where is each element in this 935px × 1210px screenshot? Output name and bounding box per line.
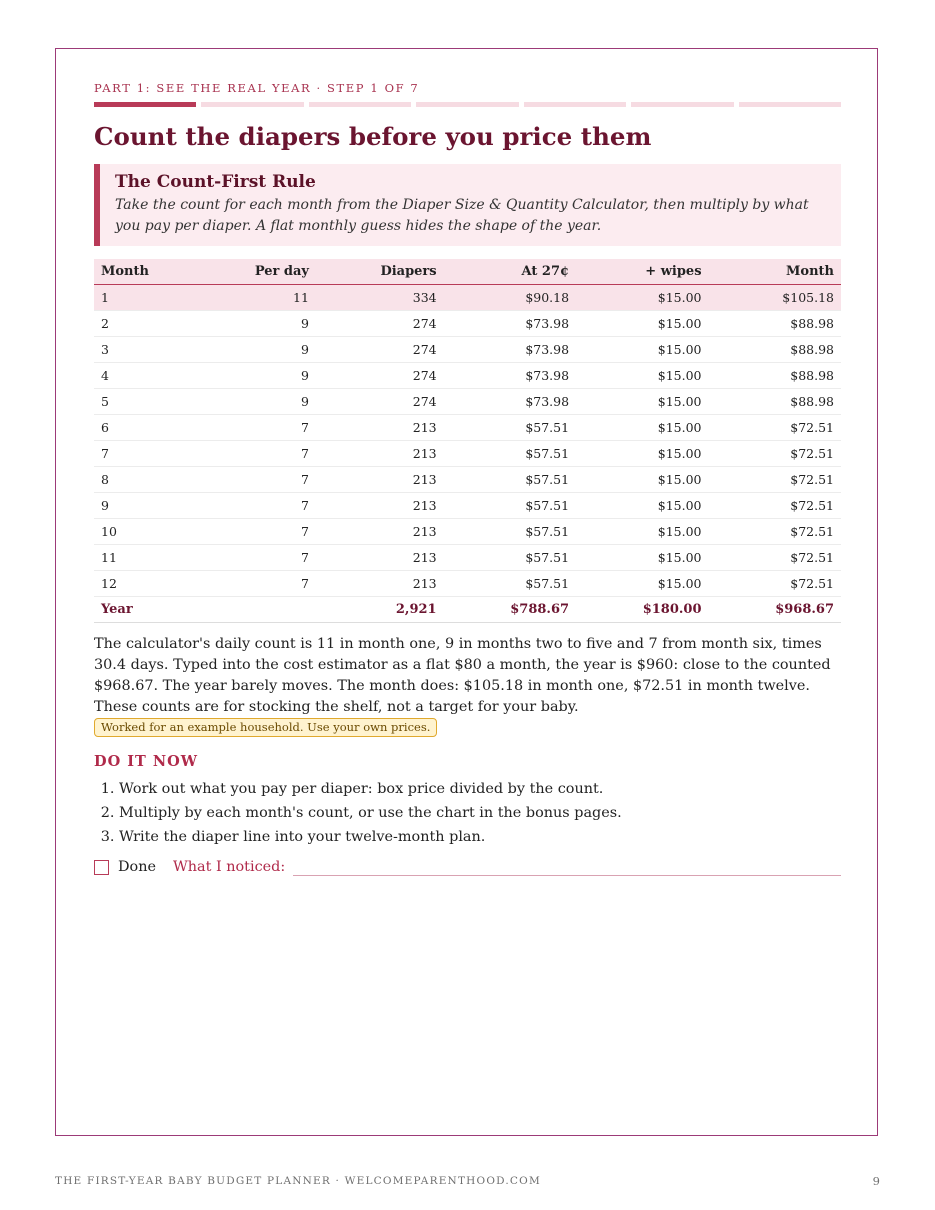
cell-wipes: $15.00 [576,311,708,337]
cell-at-price: $73.98 [444,311,576,337]
explanation-paragraph [94,634,841,739]
cell-per-day: 7 [192,415,316,441]
page-content [94,49,841,879]
cell-month: 1 [94,285,192,311]
cell-at-price: $57.51 [444,545,576,571]
cell-wipes: $15.00 [576,441,708,467]
explanation-text: The calculator's daily count is 11 in month one, 9 in months two to five and 7 from month six, times 30.4 days. Typed into the cost estimator as a flat $80 a month, the year is $960: close to the counted $968.67. The year barely moves. The month does: $105.18 in month one, $72.51 in month twelve. These counts are for stocking the shelf, not a target for your baby. [94,636,831,715]
footer-title: THE FIRST-YEAR BABY BUDGET PLANNER · WELCOMEPARENTHOOD.COM [55,1175,541,1187]
table-total-row [94,597,841,623]
cell-diapers: 274 [316,363,444,389]
cell-at-price: $90.18 [444,285,576,311]
cell-per-day: 9 [192,363,316,389]
cell-diapers: 213 [316,441,444,467]
table-row [94,441,841,467]
table-row [94,389,841,415]
table-row [94,493,841,519]
cell-per-day: 7 [192,571,316,597]
cell-at-price: $57.51 [444,571,576,597]
cell-wipes: $15.00 [576,363,708,389]
col-header-at-price: At 27¢ [444,259,576,285]
cell-per-day: 11 [192,285,316,311]
cell-at-price: $57.51 [444,493,576,519]
cell-diapers: 213 [316,519,444,545]
page-title: Count the diapers before you price them [94,122,652,151]
cell-at-price: $73.98 [444,337,576,363]
example-note-badge: Worked for an example household. Use your own prices. [94,718,437,737]
rule-heading: The Count-First Rule [115,172,316,192]
cell-month-total: $72.51 [709,545,841,571]
col-header-month: Month [94,259,192,285]
rule-text: Take the count for each month from the Diaper Size & Quantity Calculator, then multiply by what you pay per diaper. A flat monthly guess hides the shape of the year. [115,197,809,234]
cell-per-day: 9 [192,389,316,415]
cell-month-total: $72.51 [709,571,841,597]
table-row [94,285,841,311]
cell-month-total: $105.18 [709,285,841,311]
noticed-write-in-line[interactable] [293,874,841,876]
cell-month-total: $72.51 [709,519,841,545]
cell-month-total: $72.51 [709,441,841,467]
total-cell-at-price: $788.67 [444,597,576,623]
cell-month: 11 [94,545,192,571]
cell-wipes: $15.00 [576,545,708,571]
cell-diapers: 274 [316,337,444,363]
cell-diapers: 213 [316,571,444,597]
cell-at-price: $73.98 [444,389,576,415]
section-kicker: PART 1: SEE THE REAL YEAR · STEP 1 OF 7 [94,81,420,95]
action-step: 2. Multiply by each month's count, or use the chart in the bonus pages. [119,801,841,825]
cell-diapers: 213 [316,493,444,519]
noticed-label: What I noticed: [173,859,286,875]
page-frame [55,48,878,1136]
cell-month: 3 [94,337,192,363]
step-segment [416,102,518,107]
cell-month: 12 [94,571,192,597]
step-segment [94,102,196,107]
action-steps-list [94,777,841,849]
cell-per-day: 7 [192,545,316,571]
total-cell-per-day [192,597,316,623]
rule-callout [94,164,841,246]
cell-diapers: 213 [316,415,444,441]
do-it-now-heading: DO IT NOW [94,753,199,770]
total-cell-month-total: $968.67 [709,597,841,623]
cell-wipes: $15.00 [576,467,708,493]
cell-wipes: $15.00 [576,337,708,363]
cell-wipes: $15.00 [576,493,708,519]
cell-wipes: $15.00 [576,571,708,597]
cell-month-total: $88.98 [709,389,841,415]
step-progress-bar [94,102,841,107]
cell-diapers: 274 [316,311,444,337]
step-segment [739,102,841,107]
done-label: Done [118,859,156,875]
cell-per-day: 9 [192,337,316,363]
cell-month-total: $88.98 [709,311,841,337]
cell-at-price: $73.98 [444,363,576,389]
action-step: 3. Write the diaper line into your twelve-month plan. [119,825,841,849]
table-row [94,571,841,597]
table-row [94,337,841,363]
cell-wipes: $15.00 [576,415,708,441]
cell-month: 2 [94,311,192,337]
cell-month-total: $72.51 [709,467,841,493]
cell-wipes: $15.00 [576,519,708,545]
step-segment [524,102,626,107]
cell-month-total: $72.51 [709,493,841,519]
cell-diapers: 274 [316,389,444,415]
table-header-row [94,259,841,285]
diaper-cost-table [94,259,841,623]
page-number: 9 [872,1174,880,1188]
cell-month-total: $88.98 [709,337,841,363]
done-checkbox[interactable] [94,860,109,875]
total-cell-diapers: 2,921 [316,597,444,623]
cell-diapers: 213 [316,545,444,571]
cell-month: 10 [94,519,192,545]
table-row [94,311,841,337]
table-row [94,467,841,493]
step-segment [309,102,411,107]
step-segment [631,102,733,107]
table-row [94,519,841,545]
cell-per-day: 7 [192,493,316,519]
cell-month-total: $88.98 [709,363,841,389]
cell-diapers: 213 [316,467,444,493]
total-cell-month: Year [94,597,192,623]
col-header-month-total: Month [709,259,841,285]
col-header-diapers: Diapers [316,259,444,285]
cell-per-day: 7 [192,519,316,545]
cell-month: 4 [94,363,192,389]
total-cell-wipes: $180.00 [576,597,708,623]
col-header-wipes: + wipes [576,259,708,285]
step-segment [201,102,303,107]
cell-wipes: $15.00 [576,285,708,311]
table-row [94,363,841,389]
col-header-per-day: Per day [192,259,316,285]
cell-at-price: $57.51 [444,441,576,467]
cell-wipes: $15.00 [576,389,708,415]
cell-at-price: $57.51 [444,415,576,441]
cell-at-price: $57.51 [444,519,576,545]
cell-per-day: 9 [192,311,316,337]
cell-month: 6 [94,415,192,441]
cell-month: 8 [94,467,192,493]
table-body [94,285,841,623]
cell-month: 9 [94,493,192,519]
cell-at-price: $57.51 [444,467,576,493]
table-row [94,415,841,441]
cell-month-total: $72.51 [709,415,841,441]
cell-diapers: 334 [316,285,444,311]
table-row [94,545,841,571]
cell-per-day: 7 [192,441,316,467]
done-row [94,855,841,879]
action-step: 1. Work out what you pay per diaper: box price divided by the count. [119,777,841,801]
cell-month: 7 [94,441,192,467]
page-footer [55,1174,880,1188]
cell-per-day: 7 [192,467,316,493]
cell-month: 5 [94,389,192,415]
